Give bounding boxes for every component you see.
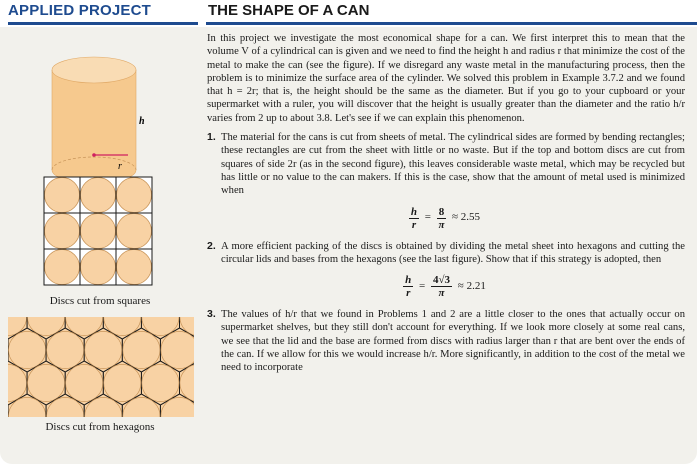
eq2-approx: ≈ 2.21 [457, 280, 486, 292]
hexagons-caption: Discs cut from hexagons [45, 421, 155, 433]
section-rule-left [8, 22, 198, 25]
eq1-approx: ≈ 2.55 [452, 211, 481, 224]
eq2-lhs-den: r [406, 287, 411, 300]
section-rule-right [206, 22, 697, 25]
eq1-lhs-num: h [410, 205, 418, 218]
equation-2: $\frac{h}{r}$ = $\frac{4√3}{\pi}$ ≈ 2.21 [405, 274, 486, 300]
square-disc [45, 214, 80, 249]
eq1-rhs-den: π [438, 218, 445, 231]
intro-paragraph: In this project we investigate the most economical shape for a can. We first interpret this to mean that the volume V of a cylindrical can is given and we need to find the height h and radius r that minimize the cost of the metal to make the can (see the figure). If we disregard any waste metal in the manufacturing process, then the problem is to minimize the surface area of the cylinder. We solved this problem in Example 3.7.2 and we found that h = 2r; that is, the height should be the same as the diameter. But if you go to your cupboard or your supermarket with a ruler, you will discover that the height is usually greater than the diameter and the ratio h/r varies from 2 up to about 3.8. Let's see if we can explain this phenomenon. [207, 33, 685, 124]
square-disc [117, 178, 152, 213]
square-disc [45, 250, 80, 285]
eq2-lhs-num: h [405, 274, 412, 287]
main-text [207, 32, 685, 375]
problem-text: The material for the cans is cut from sheets of metal. The cylindrical sides are formed by bending rectangles; these rectangles are cut from the sheet with little or no waste. But if the top and bottom discs are cut from squares of side 2r (as in the second figure), this leaves considerable waste metal, which may be recycled but has little or no value to the can makers. If this is the case, show that the amount of metal used is minimized when [221, 132, 685, 197]
hexagon-disc [0, 331, 8, 368]
section-label: APPLIED PROJECT [8, 2, 152, 19]
can-figure [52, 57, 145, 183]
problem-number: 3. [207, 308, 216, 321]
eq2-rhs-num: 4√3 [433, 274, 451, 287]
radius-label: r [118, 161, 122, 172]
problem-text: A more efficient packing of the discs is obtained by dividing the metal sheet into hexagons and cutting the circular lids and bases from the hexagons (see the last figure). Show that if this strategy is adopted, then [221, 240, 685, 265]
problem-number: 1. [207, 131, 216, 144]
eq2-rhs-den: π [438, 287, 445, 300]
problem-3 [207, 308, 685, 374]
eq1-rhs-num: 8 [438, 205, 445, 218]
squares-caption: Discs cut from squares [49, 295, 151, 307]
height-label: h [139, 116, 145, 127]
problem-text: The values of h/r that we found in Problems 1 and 2 are a little closer to the ones that actually occur on supermarket shelves, but they still don't account for everything. If we look more closely at some real cans, we see that the lid and the base are formed from discs with radius larger than r that are bent over the ends of the can. If we allow for this we would increase h/r. More significantly, in addition to the cost of the metal we need to incorporate [221, 309, 685, 374]
hexagons-figure [0, 295, 200, 438]
squares-figure [44, 177, 152, 285]
problem-2 [207, 240, 685, 267]
square-disc [81, 250, 116, 285]
project-title: THE SHAPE OF A CAN [208, 2, 370, 19]
hexagon-cell [199, 328, 201, 372]
square-disc [117, 214, 152, 249]
problem-number: 2. [207, 239, 216, 252]
square-disc [117, 250, 152, 285]
square-disc [45, 178, 80, 213]
equation-1: $\frac{h}{r}$ = $\frac{8}{\pi}$ ≈ 2.55 [410, 205, 481, 231]
eq1-lhs-den: r [411, 218, 417, 231]
figures-svg [0, 27, 200, 447]
square-disc [81, 178, 116, 213]
hexagon-disc [199, 331, 200, 368]
problem-1 [207, 131, 685, 197]
hexagon-cell [0, 328, 8, 372]
square-disc [81, 214, 116, 249]
